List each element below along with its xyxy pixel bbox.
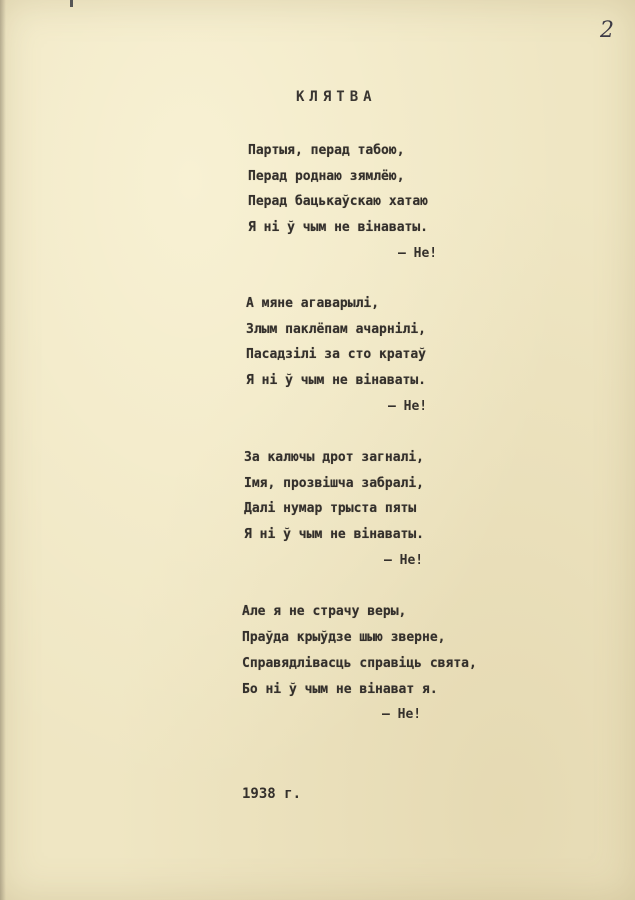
poem-line: Імя, прозвішча забралі, <box>244 476 425 491</box>
poem-line: Бо ні ў чым не вінават я. <box>242 682 438 697</box>
poem-refrain: — Не! <box>384 553 424 568</box>
ink-mark <box>70 0 73 7</box>
poem-line: Я ні ў чым не вінаваты. <box>246 373 427 388</box>
poem-line: Перад бацькаўскаю хатаю <box>248 194 429 209</box>
poem-line: Справядлівасць справіць свята, <box>242 656 477 671</box>
poem-year: 1938 г. <box>242 786 302 802</box>
poem-refrain: — Не! <box>382 707 422 722</box>
poem-line: Далі нумар трыста пяты <box>244 501 417 516</box>
poem-line: Пасадзілі за сто кратаў <box>246 347 427 362</box>
poem-line: Я ні ў чым не вінаваты. <box>244 527 425 542</box>
poem-line: А мяне агаварылі, <box>246 296 380 311</box>
poem-line: Перад роднаю зямлёю, <box>248 169 405 184</box>
poem-line: Праўда крыўдзе шыю зверне, <box>242 630 446 645</box>
poem-refrain: — Не! <box>388 399 428 414</box>
poem-line: За калючы дрот загналі, <box>244 450 425 465</box>
page-number: 2 <box>600 18 614 43</box>
poem-title: КЛЯТВА <box>296 89 377 105</box>
poem-line: Партыя, перад табою, <box>248 143 405 158</box>
poem-refrain: — Не! <box>398 246 438 261</box>
poem-line: Але я не страчу веры, <box>242 604 407 619</box>
page-edge-shadow <box>0 0 6 900</box>
poem-line: Злым паклёпам ачарнілі, <box>246 322 427 337</box>
poem-line: Я ні ў чым не вінаваты. <box>248 220 429 235</box>
